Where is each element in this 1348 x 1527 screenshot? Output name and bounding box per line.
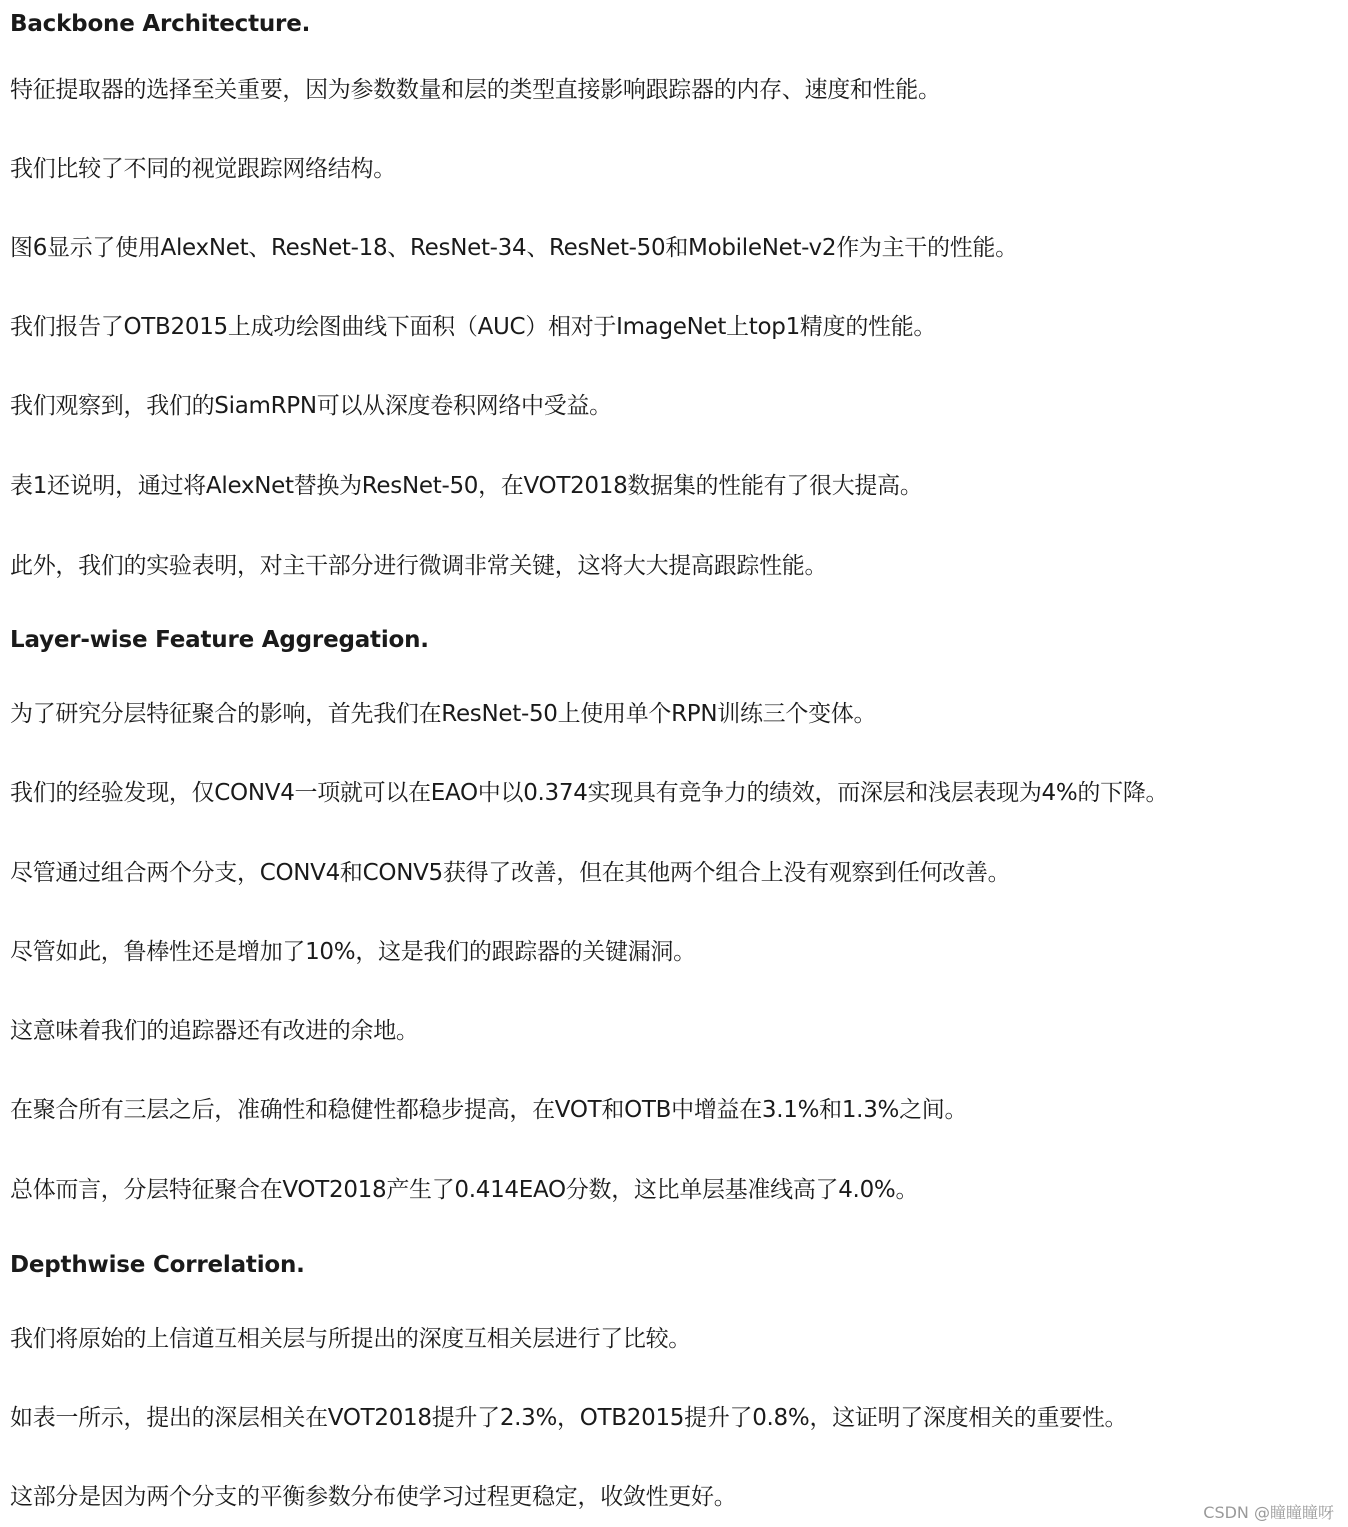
- paragraph: 在聚合所有三层之后，准确性和稳健性都稳步提高，在VOT和OTB中增益在3.1%和1.3%之间。: [10, 1097, 968, 1123]
- paragraph: 尽管通过组合两个分支，CONV4和CONV5获得了改善，但在其他两个组合上没有观察到任何改善。: [10, 860, 1011, 886]
- paragraph: 总体而言，分层特征聚合在VOT2018产生了0.414EAO分数，这比单层基准线高了4.0%。: [10, 1177, 919, 1203]
- paragraph: 为了研究分层特征聚合的影响，首先我们在ResNet-50上使用单个RPN训练三个变体。: [10, 701, 877, 727]
- paragraph: 这意味着我们的追踪器还有改进的余地。: [10, 1018, 419, 1044]
- paragraph: 我们比较了不同的视觉跟踪网络结构。: [10, 156, 396, 182]
- section-heading: Depthwise Correlation.: [10, 1252, 305, 1278]
- section-heading: Layer-wise Feature Aggregation.: [10, 627, 429, 653]
- paragraph: 图6显示了使用AlexNet、ResNet-18、ResNet-34、ResNet-50和MobileNet-v2作为主干的性能。: [10, 235, 1018, 261]
- paragraph: 特征提取器的选择至关重要，因为参数数量和层的类型直接影响跟踪器的内存、速度和性能。: [10, 77, 941, 103]
- paragraph: 表1还说明，通过将AlexNet替换为ResNet-50，在VOT2018数据集的性能有了很大提高。: [10, 473, 923, 499]
- csdn-watermark: CSDN @瞳瞳瞳呀: [1203, 1503, 1334, 1522]
- paragraph: 我们报告了OTB2015上成功绘图曲线下面积（AUC）相对于ImageNet上top1精度的性能。: [10, 314, 937, 340]
- section-heading: Backbone Architecture.: [10, 11, 311, 37]
- paragraph: 我们将原始的上信道互相关层与所提出的深度互相关层进行了比较。: [10, 1326, 692, 1352]
- paragraph: 我们的经验发现，仅CONV4一项就可以在EAO中以0.374实现具有竞争力的绩效，而深层和浅层表现为4%的下降。: [10, 780, 1169, 806]
- paragraph: 如表一所示，提出的深层相关在VOT2018提升了2.3%，OTB2015提升了0.8%，这证明了深度相关的重要性。: [10, 1405, 1128, 1431]
- paragraph: 我们观察到，我们的SiamRPN可以从深度卷积网络中受益。: [10, 393, 612, 419]
- paragraph: 尽管如此，鲁棒性还是增加了10%，这是我们的跟踪器的关键漏洞。: [10, 939, 696, 965]
- paragraph: 这部分是因为两个分支的平衡参数分布使学习过程更稳定，收敛性更好。: [10, 1484, 737, 1510]
- paragraph: 此外，我们的实验表明，对主干部分进行微调非常关键，这将大大提高跟踪性能。: [10, 553, 828, 579]
